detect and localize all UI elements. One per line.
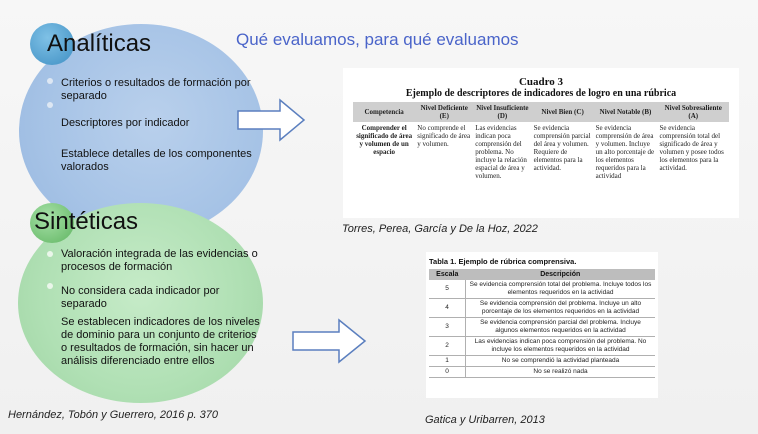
- tabla1-escala: 5: [429, 280, 466, 299]
- cuadro3-header: Nivel Insuficiente (D): [473, 102, 531, 122]
- tabla1-desc: No se comprendió la actividad planteada: [466, 356, 656, 367]
- tabla1-header: Escala: [429, 269, 466, 280]
- tabla1-title: Tabla 1. Ejemplo de rúbrica comprensiva.: [429, 257, 577, 266]
- bullet-icon: [47, 78, 53, 84]
- bullet-icon: [47, 251, 53, 257]
- tabla1-desc: Se evidencia comprensión parcial del problema. Incluye algunos elementos requeridos en la actividad: [466, 318, 656, 337]
- cuadro3-cell: Se evidencia comprensión parcial del área y volumen. Requiere de elementos para la actividad.: [533, 124, 591, 172]
- sinteticas-item-1: Valoración integrada de las evidencias o procesos de formación: [61, 248, 258, 273]
- cuadro3-title: Cuadro 3: [518, 76, 564, 88]
- arrow-right-icon: [291, 318, 367, 364]
- tabla1-header-row: [429, 269, 655, 280]
- tabla1-escala: 2: [429, 337, 466, 356]
- cuadro3-header: Competencia: [353, 102, 415, 122]
- cuadro3-header: Nivel Sobresaliente (A): [657, 102, 729, 122]
- cuadro3-header-row: [353, 102, 729, 122]
- tabla1-row: [429, 280, 655, 299]
- cuadro3-table: [353, 102, 729, 182]
- sinteticas-item-2: No considera cada indicador por separado: [61, 285, 220, 310]
- cuadro3-header: Nivel Bien (C): [532, 102, 594, 122]
- bullet-icon: [47, 283, 53, 289]
- tabla1-desc: Las evidencias indican poca comprensión del problema. No incluye los elementos requeridos en la actividad: [466, 337, 656, 356]
- cuadro3-cell: Se evidencia comprensión total del significado de área y volumen y posee todos los elementos para la actividad.: [659, 124, 724, 172]
- cuadro3-row: [353, 122, 729, 182]
- tabla1-row: [429, 367, 655, 378]
- tabla1-desc: Se evidencia comprensión del problema. Incluye un alto porcentaje de los elementos requeridos en la actividad: [466, 299, 656, 318]
- cuadro3-cell: No comprende el significado de área y volumen.: [417, 124, 471, 148]
- tabla1-row: [429, 299, 655, 318]
- tabla1-desc: No se realizó nada: [466, 367, 656, 378]
- tabla1-escala: 0: [429, 367, 466, 378]
- citation-torres: Torres, Perea, García y De la Hoz, 2022: [342, 223, 538, 235]
- analiticas-item-3: Establece detalles de los componentes valorados: [61, 148, 252, 173]
- cuadro3-cell: Comprender el significado de área y volumen de un espacio: [356, 124, 413, 156]
- citation-gatica: Gatica y Uribarren, 2013: [425, 414, 545, 426]
- cuadro3-header: Nivel Deficiente (E): [415, 102, 473, 122]
- sinteticas-item-3: Se establecen indicadores de los niveles de dominio para un conjunto de criterios o resultados de formación, sin hacer un análisis diferenciado entre ellos: [61, 316, 260, 367]
- slide-title: Qué evaluamos, para qué evaluamos: [236, 30, 519, 49]
- tabla1-desc: Se evidencia comprensión total del problema. Incluye todos los elementos requeridos en la actividad: [466, 280, 656, 299]
- analiticas-item-2: Descriptores por indicador: [61, 117, 190, 129]
- tabla1-row: [429, 337, 655, 356]
- tabla1-header: Descripción: [466, 269, 656, 280]
- tabla1-escala: 3: [429, 318, 466, 337]
- tabla1-image: [426, 252, 658, 398]
- cuadro3-subtitle: Ejemplo de descriptores de indicadores de logro en una rúbrica: [405, 88, 677, 99]
- cuadro3-cell: Se evidencia comprensión de área y volumen. Incluye un alto porcentaje de los elementos requeridos para la actividad: [595, 124, 655, 180]
- tabla1-escala: 1: [429, 356, 466, 367]
- cuadro3-cell: Las evidencias indican poca comprensión del problema. No incluye la relación espacial de área y volumen.: [475, 124, 527, 180]
- analiticas-heading: Analíticas: [47, 30, 152, 57]
- sinteticas-heading: Sintéticas: [34, 208, 139, 235]
- tabla1-table: [429, 269, 655, 378]
- citation-hernandez: Hernández, Tobón y Guerrero, 2016 p. 370: [8, 409, 218, 421]
- analiticas-item-1: Criterios o resultados de formación por separado: [61, 77, 251, 102]
- bullet-icon: [47, 102, 53, 108]
- cuadro3-image: [343, 68, 739, 218]
- tabla1-row: [429, 318, 655, 337]
- arrow-right-icon: [236, 98, 306, 142]
- tabla1-escala: 4: [429, 299, 466, 318]
- cuadro3-header: Nivel Notable (B): [594, 102, 658, 122]
- tabla1-row: [429, 356, 655, 367]
